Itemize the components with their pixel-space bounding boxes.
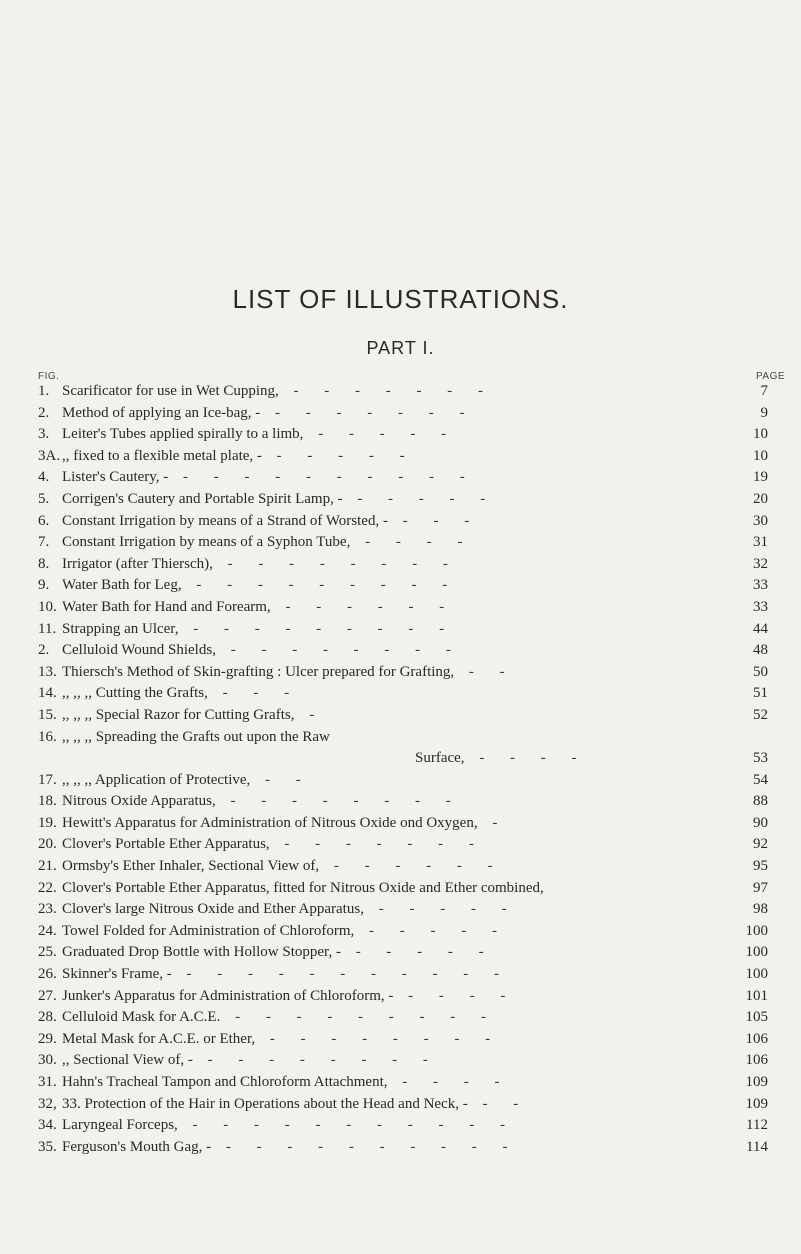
illustration-title-text: Strapping an Ulcer, — [62, 620, 179, 637]
illustration-title-text: Water Bath for Hand and Forearm, — [62, 598, 271, 615]
fig-column-header: FIG. — [38, 371, 60, 382]
figure-number: 8. — [38, 555, 50, 572]
leader-dots: - - - - - - - - - — [220, 1009, 498, 1026]
leader-dots: - - - - - — [354, 922, 508, 939]
illustration-title-text: Scarificator for use in Wet Cupping, — [62, 383, 279, 399]
illustration-title-text: Graduated Drop Bottle with Hollow Stopper, - — [62, 944, 341, 961]
page-number: 33 — [753, 577, 768, 594]
page-number: 10 — [753, 447, 768, 464]
page-number: 100 — [745, 944, 768, 961]
illustration-title-text: Leiter's Tubes applied spirally to a limb, — [62, 426, 304, 443]
list-item — [0, 705, 801, 727]
page-number: 19 — [753, 469, 768, 486]
figure-number: 5. — [38, 490, 50, 507]
page-column-header: PAGE — [756, 371, 786, 382]
list-item — [0, 467, 801, 489]
illustration-title-text: ,, Sectional View of, - — [62, 1052, 193, 1069]
figure-number: 22. — [38, 879, 57, 896]
list-item — [0, 662, 801, 684]
illustration-title-text: Clover's large Nitrous Oxide and Ether Apparatus, — [62, 901, 364, 918]
list-item — [0, 597, 801, 619]
leader-dots: - - - - — [350, 534, 474, 551]
illustration-title — [62, 1072, 726, 1094]
list-item — [0, 813, 801, 835]
figure-number: 3A. — [38, 447, 61, 464]
illustration-title — [62, 834, 726, 856]
figure-number: 7. — [38, 534, 50, 551]
illustration-title-text: Skinner's Frame, - — [62, 966, 172, 983]
list-item — [0, 1072, 801, 1094]
illustration-title-text: Method of applying an Ice-bag, - — [62, 404, 261, 421]
illustration-title-text: Ormsby's Ether Inhaler, Sectional View of, — [62, 858, 320, 875]
leader-dots: - - - - - - - - - - - — [177, 1117, 516, 1134]
illustration-title — [62, 791, 726, 813]
page-number: 48 — [753, 642, 768, 659]
list-item — [0, 986, 801, 1008]
page-number: 9 — [760, 404, 768, 421]
leader-dots: - - - - - — [303, 426, 458, 443]
figure-number: 15. — [38, 706, 57, 723]
illustration-title — [62, 727, 726, 749]
illustration-title-text: Clover's Portable Ether Apparatus, — [62, 836, 270, 853]
list-item — [0, 921, 801, 943]
illustration-title — [62, 467, 726, 489]
page-number: 52 — [753, 706, 768, 723]
illustration-title-text: Clover's Portable Ether Apparatus, fitted for Nitrous Oxide and Ether combined, — [62, 879, 544, 896]
illustration-title — [62, 813, 726, 835]
illustration-title — [62, 381, 726, 403]
list-item — [0, 683, 801, 705]
page-number: 54 — [753, 771, 768, 788]
illustration-title-text: Laryngeal Forceps, — [62, 1117, 178, 1134]
figure-number: 3. — [38, 426, 50, 443]
figure-number: 28. — [38, 1009, 57, 1026]
illustration-title-text: Irrigator (after Thiersch), — [62, 555, 213, 572]
illustration-title — [62, 619, 726, 641]
figure-number: 29. — [38, 1030, 57, 1047]
figure-number: 11. — [38, 620, 57, 637]
figure-number: 4. — [38, 469, 50, 486]
list-item — [0, 381, 801, 403]
leader-dots: - - - - — [464, 750, 588, 767]
illustration-title-text: ,, ,, ,, Special Razor for Cutting Grafts, — [62, 706, 295, 723]
illustration-title-text: ,, ,, ,, Spreading the Grafts out upon the Raw — [62, 728, 330, 745]
figure-number: 6. — [38, 512, 50, 529]
illustration-title — [62, 986, 726, 1008]
figure-number: 14. — [38, 685, 57, 702]
leader-dots: - - - - - - - — [260, 404, 476, 421]
figure-number: 2. — [38, 404, 50, 421]
figure-number: 24. — [38, 922, 57, 939]
illustration-title — [62, 1029, 726, 1051]
list-item — [0, 856, 801, 878]
page-number: 106 — [745, 1030, 768, 1047]
leader-dots: - - - - - - - — [278, 383, 495, 399]
illustration-title — [62, 403, 726, 425]
figure-number: 23. — [38, 901, 57, 918]
list-item — [0, 1007, 801, 1029]
illustration-title-text: Metal Mask for A.C.E. or Ether, — [62, 1030, 256, 1047]
illustration-title-text: Towel Folded for Administration of Chloroform, — [62, 922, 355, 939]
list-item — [0, 1137, 801, 1159]
illustration-title — [62, 1050, 726, 1072]
page-number: 53 — [753, 750, 768, 767]
page-title: LIST OF ILLUSTRATIONS. — [232, 284, 569, 314]
illustration-title — [62, 597, 726, 619]
page-number: 33 — [753, 598, 768, 615]
leader-dots: - - - - - - - - - - — [211, 1138, 519, 1155]
page-number: 31 — [753, 534, 768, 551]
page-number: 114 — [746, 1138, 768, 1155]
illustration-title-text: Water Bath for Leg, — [62, 577, 182, 594]
figure-number: 25. — [38, 944, 57, 961]
illustration-title — [62, 446, 726, 468]
leader-dots: - - - - — [387, 1074, 511, 1090]
figure-number: 30. — [38, 1052, 57, 1069]
page-number: 100 — [745, 966, 768, 983]
figure-number: 9. — [38, 577, 50, 594]
page-number: 88 — [753, 793, 768, 810]
list-item — [0, 403, 801, 425]
list-item — [0, 1050, 801, 1072]
figure-number: 26. — [38, 966, 57, 983]
list-item — [0, 554, 801, 576]
illustration-title — [62, 942, 726, 964]
list-item — [0, 489, 801, 511]
illustration-title — [62, 554, 726, 576]
page-number: 50 — [753, 663, 768, 680]
list-item — [0, 424, 801, 446]
page-number: 112 — [746, 1117, 768, 1134]
illustration-title — [62, 640, 726, 662]
list-item — [0, 834, 801, 856]
leader-dots: - - - - - — [340, 944, 495, 961]
illustration-title — [62, 878, 726, 900]
page-number: 97 — [753, 879, 768, 896]
leader-dots: - - - - - - - - - — [181, 577, 459, 594]
leader-dots: - - - - - - - - — [192, 1052, 439, 1069]
page-number: 95 — [753, 858, 768, 875]
figure-number: 13. — [38, 663, 57, 680]
illustration-title — [62, 575, 726, 597]
illustrations-list — [0, 381, 801, 1158]
figure-number: 32, — [38, 1095, 57, 1112]
list-item — [0, 446, 801, 468]
leader-dots: - — [294, 706, 326, 723]
illustration-title-text: Junker's Apparatus for Administration of Chloroform, - — [62, 987, 394, 1004]
illustration-title — [62, 856, 726, 878]
illustration-title-text: Constant Irrigation by means of a Syphon Tube, — [62, 534, 351, 551]
list-item — [0, 640, 801, 662]
page-number: 7 — [760, 383, 768, 399]
leader-dots: - - - - - - - - — [212, 555, 459, 572]
illustration-title-text: Celluloid Mask for A.C.E. — [62, 1009, 221, 1026]
illustration-title-text: Hewitt's Apparatus for Administration of Nitrous Oxide ond Oxygen, — [62, 814, 478, 831]
figure-number: 34. — [38, 1117, 57, 1134]
leader-dots: - - — [454, 663, 516, 680]
figure-number: 35. — [38, 1138, 57, 1155]
illustration-title-text: ,, fixed to a flexible metal plate, - — [62, 447, 262, 464]
illustration-title-text: ,, ,, ,, Application of Protective, — [62, 771, 251, 788]
illustration-title — [62, 1137, 726, 1159]
page-number: 51 — [753, 685, 768, 702]
leader-dots: - - - - - - - - — [215, 642, 462, 659]
leader-dots: - - - - - - - - — [215, 793, 462, 810]
leader-dots: - - — [467, 1095, 530, 1112]
figure-number: 17. — [38, 771, 57, 788]
illustration-title-text: Corrigen's Cautery and Portable Spirit Lamp, - — [62, 490, 343, 507]
page-number: 100 — [745, 922, 768, 939]
illustration-title — [62, 1115, 726, 1137]
part-heading: PART I. — [366, 338, 435, 358]
illustration-title — [62, 705, 726, 727]
list-item — [0, 1094, 801, 1116]
leader-dots: - - - - - - - - - - — [168, 469, 476, 486]
list-item — [0, 1115, 801, 1137]
illustration-title — [62, 683, 726, 705]
page-number: 106 — [745, 1052, 768, 1069]
figure-number: 27. — [38, 987, 57, 1004]
leader-dots: - - - - - - — [270, 598, 456, 615]
leader-dots: - - - — [207, 685, 301, 702]
list-item — [0, 727, 801, 749]
leader-dots: - - - - - — [363, 901, 518, 918]
page-number: 90 — [753, 814, 768, 831]
figure-number: 2. — [38, 642, 50, 659]
illustration-title-text: Celluloid Wound Shields, — [62, 642, 216, 659]
leader-dots: - - — [250, 771, 312, 788]
list-item — [0, 1029, 801, 1051]
illustration-title-text: ,, ,, ,, Cutting the Grafts, — [62, 685, 208, 702]
illustration-title — [62, 489, 726, 511]
page-number: 44 — [753, 620, 768, 637]
illustration-title-text: Surface, — [415, 750, 465, 767]
list-item — [0, 899, 801, 921]
illustration-title — [62, 964, 726, 986]
figure-number: 1. — [38, 383, 50, 399]
leader-dots: - — [477, 814, 509, 831]
page-number: 30 — [753, 512, 768, 529]
list-item — [0, 878, 801, 900]
figure-number: 10. — [38, 598, 57, 615]
list-item — [0, 511, 801, 533]
page-number: 109 — [745, 1095, 768, 1112]
figure-number: 31. — [38, 1074, 57, 1090]
leader-dots: - - - - - - — [319, 858, 504, 875]
figure-number: 19. — [38, 814, 57, 831]
page-number: 92 — [753, 836, 768, 853]
list-item — [0, 748, 801, 770]
illustration-title — [62, 511, 726, 533]
illustration-title — [62, 1007, 726, 1029]
illustration-title-text: Lister's Cautery, - — [62, 469, 169, 486]
page-number: 109 — [745, 1074, 768, 1090]
list-item — [0, 532, 801, 554]
page-number: 32 — [753, 555, 768, 572]
leader-dots: - - - — [387, 512, 481, 529]
illustration-title — [62, 424, 726, 446]
illustration-title-text: Thiersch's Method of Skin-grafting : Ulcer prepared for Grafting, — [62, 663, 455, 680]
illustration-title — [62, 662, 726, 684]
illustration-title — [62, 899, 726, 921]
illustration-title — [62, 770, 726, 792]
list-item — [0, 770, 801, 792]
leader-dots: - - - - - — [261, 447, 416, 464]
figure-number: 20. — [38, 836, 57, 853]
list-item — [0, 964, 801, 986]
list-item — [0, 791, 801, 813]
figure-number: 18. — [38, 793, 57, 810]
page-number: 105 — [745, 1009, 768, 1026]
illustration-title-text: Nitrous Oxide Apparatus, — [62, 793, 216, 810]
leader-dots: - - - - - - - — [269, 836, 485, 853]
list-item — [0, 575, 801, 597]
page-number: 101 — [745, 987, 768, 1004]
illustration-title-text: Hahn's Tracheal Tampon and Chloroform Attachment, — [62, 1074, 388, 1090]
list-item — [0, 619, 801, 641]
leader-dots: - - - - - - - - — [255, 1030, 502, 1047]
illustration-title — [62, 532, 726, 554]
leader-dots: - - - - - - - - - - - — [171, 966, 510, 983]
illustration-title — [62, 921, 726, 943]
illustration-title-text: Constant Irrigation by means of a Strand of Worsted, - — [62, 512, 388, 529]
page-number: 10 — [753, 426, 768, 443]
leader-dots: - - - - - — [342, 490, 497, 507]
figure-number: 21. — [38, 858, 57, 875]
figure-number: 16. — [38, 728, 57, 745]
illustration-title — [62, 1094, 726, 1116]
leader-dots: - - - - - - - - - — [178, 620, 456, 637]
list-item — [0, 942, 801, 964]
illustration-title-text: 33. Protection of the Hair in Operations about the Head and Neck, - — [62, 1095, 468, 1112]
page-number: 98 — [753, 901, 768, 918]
page-number: 20 — [753, 490, 768, 507]
illustration-title-text: Ferguson's Mouth Gag, - — [62, 1138, 212, 1155]
leader-dots: - - - - — [393, 987, 517, 1004]
